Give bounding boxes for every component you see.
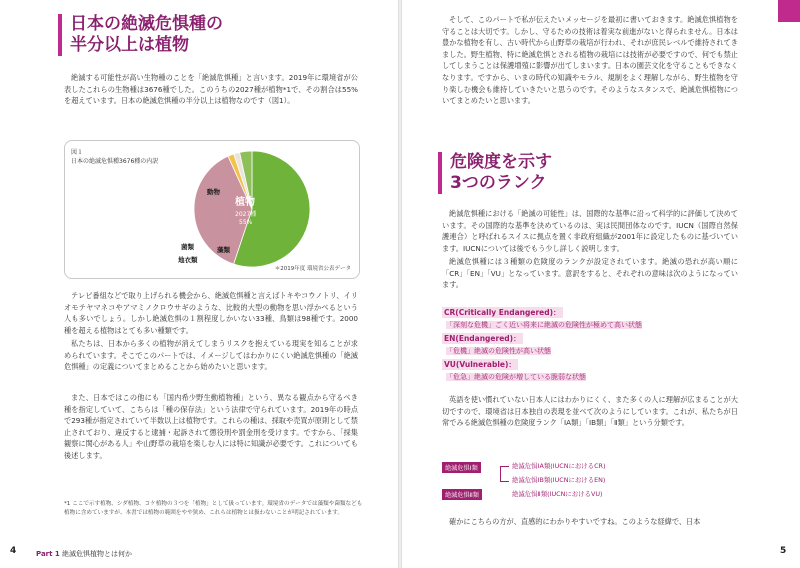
footer-title: 絶滅危惧植物とは何か xyxy=(62,550,133,558)
rank-intro-paragraph: 絶滅危惧種における「絶滅の可能性」は、国際的な基準に沿って科学的に評価して決めています。その国際的な基準を決めているのは、実は民間団体なのです。IUCN（国際自然保護連合）と呼ばれるスイスに拠点を置く非政府組織が2001年に設定したものに基づいています。IUCNについては後でもう少し詳しく説明します。 xyxy=(442,209,738,253)
rank-cr-desc-text: 「深刻な危機」ごく近い将来に絶滅の危険性が極めて高い状態 xyxy=(446,321,642,329)
left-page xyxy=(0,0,398,568)
rank-cr-desc xyxy=(446,320,642,330)
figure-number: 図１ xyxy=(71,149,84,156)
pie-chart xyxy=(65,141,359,278)
fungi-label: 菌類 xyxy=(181,243,194,251)
rank-bracket xyxy=(500,466,509,482)
animals-label: 動物 xyxy=(207,188,220,196)
plants-label: 植物 xyxy=(235,197,255,208)
figure-title: 日本の絶滅危惧種3676種の内訳 xyxy=(71,158,159,165)
rank-vu-desc-text: 「危急」絶滅の危険が増している脆弱な状態 xyxy=(446,373,586,381)
plants-percent: 55% xyxy=(239,219,253,226)
rank-en-term: EN(Endangered)： xyxy=(444,334,521,343)
section-heading-left xyxy=(58,14,223,56)
rank-1a-line: 絶滅危惧ⅠA類(IUCNにおけるCR) xyxy=(512,462,606,470)
right-page xyxy=(402,0,800,568)
footnote: *1 ここで示す植物、シダ植物、コケ植物の３つを「植物」として扱っています。環境省のデータでは藻類や菌類なども植物に含めていますが、本書では植物の範囲をやや狭め、これらは植物とは扱わないことが明記されています。 xyxy=(64,501,363,516)
rank-en-desc-text: 「危機」絶滅の危険性が高い状態 xyxy=(446,347,551,355)
figure-1 xyxy=(64,140,360,279)
chapter-edge-tab xyxy=(778,0,800,22)
rank-vu-desc xyxy=(446,372,586,382)
intro-paragraph: 絶滅する可能性が高い生物種のことを「絶滅危惧種」と言います。2019年に環境省が公表したこれらの生物種は3676種でした。このうちの2027種が植物*1で、その割合は55%を超えています。日本の絶滅危惧種の半分以上は植物なのです（図1）。 xyxy=(64,73,358,106)
body-paragraph-2: テレビ番組などで取り上げられる機会から、絶滅危惧種と言えばトキやコウノトリ、イリオモテヤマネコやアマミノクロウサギのような、比較的大型の動物を思い浮かべるという人も多いでしょう。しかし絶滅危惧の１割程度しかいない33種、鳥類は98種です。2000種を超える植物はとても多い種類です。 xyxy=(64,291,358,335)
figure-source: ＊2019年度 環境省公表データ xyxy=(274,266,351,272)
section-heading-right xyxy=(438,152,552,194)
rank-cr-term: CR(Critically Endangered)： xyxy=(444,308,561,317)
footer-part: Part 1 xyxy=(36,550,60,558)
heading-line-2: 3つのランク xyxy=(450,173,547,193)
rank-group-2-chip: 絶滅危惧Ⅱ類 xyxy=(442,489,482,500)
rank-en-desc xyxy=(446,346,551,356)
right-last-paragraph: 確かにこちらの方が、直感的にわかりやすいですね。このような経緯で、日本 xyxy=(449,517,701,526)
rank-1b-line: 絶滅危惧ⅠB類(IUCNにおけるEN) xyxy=(512,476,606,484)
rank-vu-term: VU(Vulnerable)： xyxy=(444,360,516,369)
algae-label: 藻類 xyxy=(217,246,230,254)
rank-2-line: 絶滅危惧Ⅱ類(IUCNにおけるVU) xyxy=(512,490,603,498)
page-number-left: 4 xyxy=(10,546,17,556)
heading-line-1: 日本の絶滅危惧種の xyxy=(70,14,223,34)
japan-ranks-paragraph: 英語を使い慣れていない日本人にはわかりにくく、また多くの人に理解が広まることが大切ですので、環境省は日本独自の表現を並べて次のようにしています。これが、私たちが日常でみる絶滅危惧種の危険度ランク「ⅠA類」「ⅠB類」「Ⅱ類」という分類です。 xyxy=(442,395,738,428)
plants-count: 2027種 xyxy=(235,211,257,218)
heading-line-2: 半分以上は植物 xyxy=(70,35,189,55)
lichens-label: 地衣類 xyxy=(178,256,198,264)
page-number-right: 5 xyxy=(780,546,787,556)
rank-group-1-chip: 絶滅危惧Ⅰ類 xyxy=(442,462,481,473)
right-top-paragraph: そして、このパートで私が伝えたいメッセージを最初に書いておきます。絶滅危惧植物を守ることは大切です。しかし、守るための技術は着実な前進がないと得られません。日本は豊かな植物を有し、古い時代から山野草の栽培が行われ、それが庶民レベルで維持されてきました。野生植物、特に絶滅危惧とされる植物の栽培には技術が必要ですので、何でも禁止してしまうことは保護増殖に影響が出てしまいます。日本の園芸文化を守ることもできなくなります。ですから、いまの時代の知識やモラル、規制をよく理解しながら、野生植物を守り楽しむ機会も維持していきたいと思うのです。そのようなスタンスで、絶滅危惧植物についてまとめたいと思います。 xyxy=(442,15,738,106)
body-paragraph-4: また、日本ではこの他にも「国内希少野生動植物種」という、異なる観点から守るべき種を指定していて、こちらは「種の保存法」という法律で守られています。2019年の時点で293種が指定されていて半数以上は植物です。これらの種は、採取や売買が原則として禁止されており、違反すると逮捕・起訴されて懲役刑や罰金刑を受けます。ですから、「採集観察に関心がある人」や山野草の栽培を楽しむ人には特に知識が必要です。これについても後述します。 xyxy=(64,393,358,460)
body-paragraph-3: 私たちは、日本から多くの植物が消えてしまうリスクを抱えている現実を知ることが求められています。そこでこのパートでは、イメージしてはわかりにくい絶滅危惧種の「絶滅危惧種」の定義についてまとめることから始めたいと思います。 xyxy=(64,339,358,372)
running-footer xyxy=(36,549,132,559)
rank-explain-paragraph: 絶滅危惧種には３種類の危険度のランクが設定されています。絶滅の恐れが高い順に「CR」「EN」「VU」となっています。意訳をすると、それぞれの意味は次のようになっています。 xyxy=(442,257,738,290)
heading-line-1: 危険度を示す xyxy=(450,152,552,172)
